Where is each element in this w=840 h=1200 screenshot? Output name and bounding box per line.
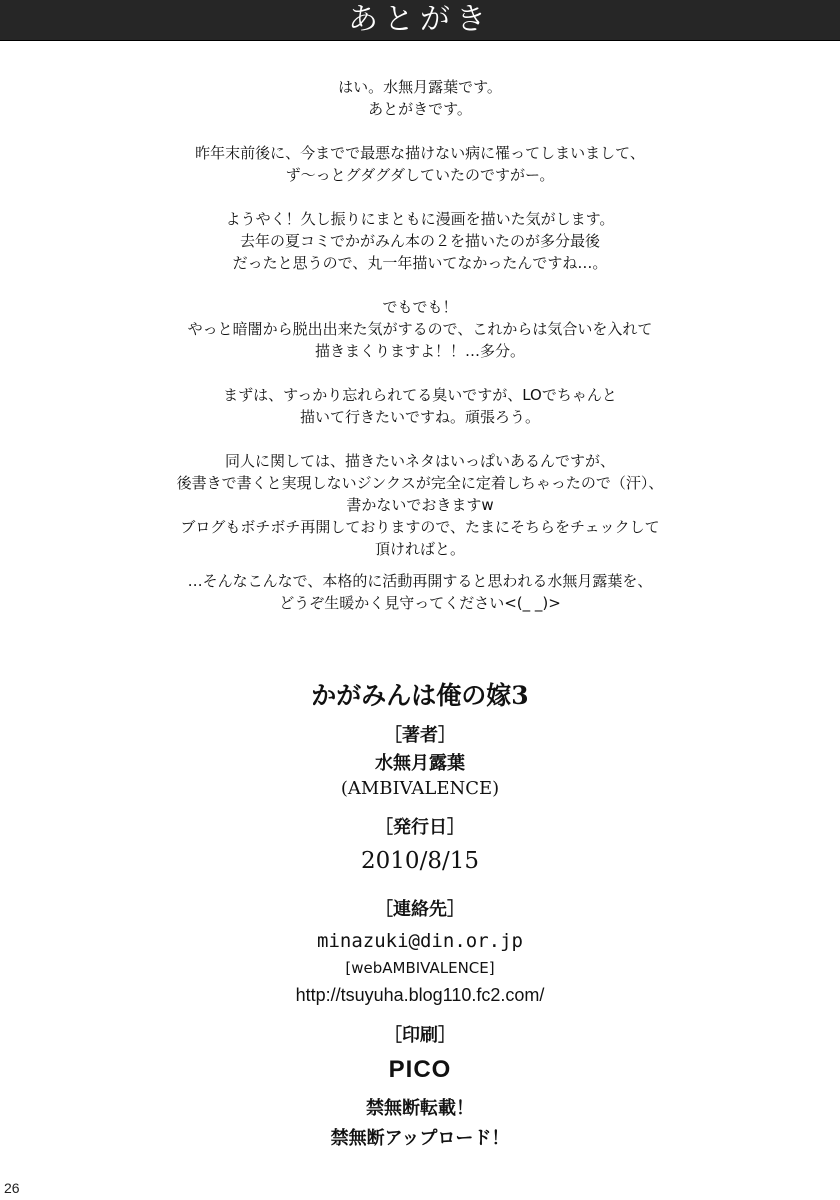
text-line: 同人に関しては、描きたいネタはいっぱいあるんですが、 bbox=[224, 452, 615, 470]
text-line: ブログもボチボチ再開しておりますので、たまにそちらをチェックして bbox=[180, 518, 660, 536]
closing-message bbox=[0, 570, 840, 614]
no-upload-notice: 禁無断アップロード！ bbox=[330, 1128, 510, 1149]
text-line: 描きまくりますよ！！…多分。 bbox=[314, 342, 525, 360]
text-line: ず～っとグダグダしていたのですがー。 bbox=[285, 166, 555, 184]
afterword-paragraph bbox=[0, 450, 840, 560]
text-line: 描いて行きたいですね。頑張ろう。 bbox=[299, 408, 540, 426]
text-line: 頂ければと。 bbox=[374, 540, 465, 558]
text-line: だったと思うので、丸一年描いてなかったんですね…。 bbox=[232, 254, 608, 272]
text-line: あとがきです。 bbox=[368, 100, 472, 118]
printer-name: PICO bbox=[388, 1056, 452, 1083]
text-line: やっと暗闇から脱出出来た気がするので、これからは気合いを入れて bbox=[187, 320, 653, 338]
text-line: 昨年末前後に、今までで最悪な描けない病に罹ってしまいまして、 bbox=[195, 144, 645, 162]
text-line: 後書きで書くと実現しないジンクスが完全に定着しちゃったので（汗）、 bbox=[176, 474, 664, 492]
spacer bbox=[0, 1010, 840, 1016]
text-line: …そんなこんなで、本格的に活動再開すると思われる水無月露葉を、 bbox=[187, 572, 653, 590]
contact-label: ［連絡先］ bbox=[375, 899, 465, 920]
afterword-paragraph bbox=[0, 76, 840, 120]
web-label: [webAMBIVALENCE] bbox=[345, 959, 495, 977]
text-line: 書かないでおきますw bbox=[346, 496, 494, 514]
text-line: どうぞ生暖かく見守ってください<(_ _)> bbox=[279, 594, 561, 612]
publish-date: 2010/8/15 bbox=[361, 848, 479, 874]
afterword-text bbox=[0, 76, 840, 582]
author-name: 水無月露葉 bbox=[375, 753, 465, 774]
no-reprint-notice: 禁無断転載！ bbox=[366, 1098, 474, 1119]
spacer bbox=[0, 802, 840, 808]
afterword-paragraph bbox=[0, 384, 840, 428]
text-line: ようやく！久し振りにまともに漫画を描いた気がします。 bbox=[225, 210, 615, 228]
text-line: でもでも！ bbox=[382, 298, 458, 316]
text-line: 去年の夏コミでかがみん本の２を描いたのが多分最後 bbox=[239, 232, 600, 250]
page-number: 26 bbox=[4, 1180, 20, 1196]
colophon bbox=[0, 676, 840, 1154]
afterword-paragraph bbox=[0, 208, 840, 274]
contact-email: minazuki@din.or.jp bbox=[317, 930, 523, 952]
page-title: あとがき bbox=[348, 2, 492, 37]
spacer bbox=[0, 878, 840, 890]
book-title: かがみんは俺の嫁3 bbox=[311, 681, 529, 710]
website-url: http://tsuyuha.blog110.fc2.com/ bbox=[295, 985, 545, 1005]
afterword-paragraph bbox=[0, 142, 840, 186]
date-label: ［発行日］ bbox=[375, 817, 465, 838]
author-label: ［著者］ bbox=[384, 725, 456, 746]
text-line: はい。水無月露葉です。 bbox=[338, 78, 502, 96]
printer-label: ［印刷］ bbox=[384, 1025, 456, 1046]
circle-name: (AMBIVALENCE) bbox=[340, 778, 500, 799]
text-line: まずは、すっかり忘れられてる臭いですが、LOでちゃんと bbox=[223, 386, 617, 404]
afterword-paragraph bbox=[0, 296, 840, 362]
